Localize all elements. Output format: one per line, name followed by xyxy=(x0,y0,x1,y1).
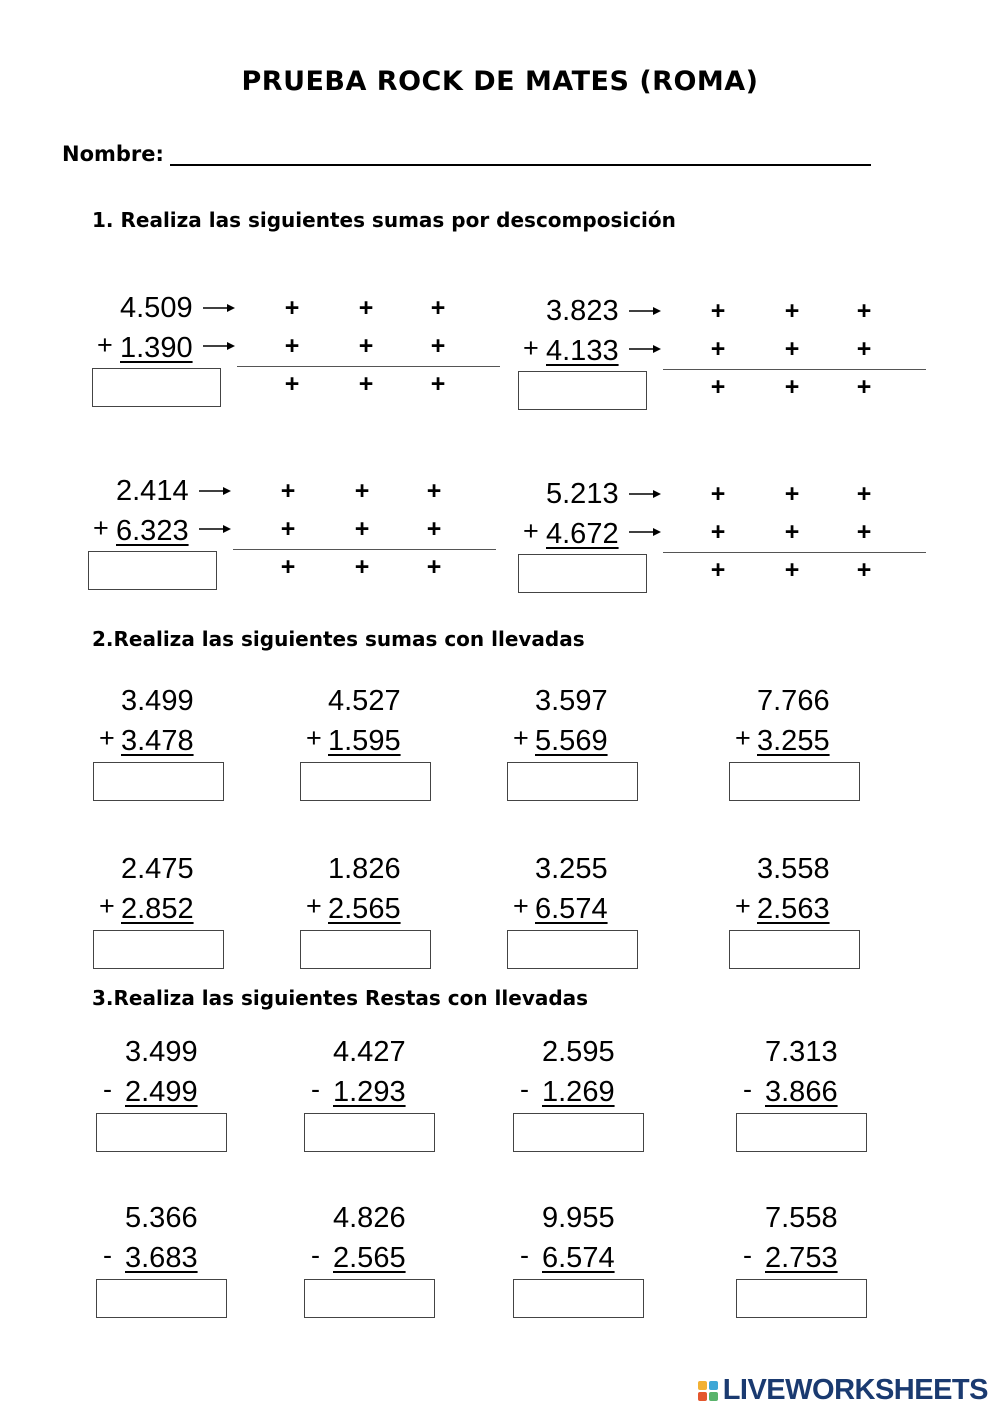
plus-sign: + xyxy=(354,553,370,581)
plus-sign: + xyxy=(856,335,872,363)
plus-sign: + xyxy=(358,294,374,322)
plus-sign: + xyxy=(306,723,322,753)
arrow-right-icon xyxy=(203,303,235,313)
logo-text: LIVEWORKSHEETS xyxy=(722,1374,988,1406)
liveworksheets-logo xyxy=(698,1374,988,1407)
plus-sign: + xyxy=(280,477,296,505)
plus-sign: + xyxy=(710,556,726,584)
bottom-number: 2.565 xyxy=(328,893,401,925)
answer-box[interactable] xyxy=(518,554,647,593)
arrow-right-icon xyxy=(199,524,231,534)
sum-line xyxy=(237,366,500,367)
bottom-number: 2.565 xyxy=(333,1242,406,1274)
top-number: 2.475 xyxy=(121,853,194,885)
bottom-number: 6.574 xyxy=(542,1242,615,1274)
plus-sign: + xyxy=(856,518,872,546)
minus-sign: - xyxy=(520,1240,529,1270)
arrow-right-icon xyxy=(629,489,661,499)
plus-sign: + xyxy=(513,891,529,921)
name-input[interactable] xyxy=(170,140,871,166)
top-number: 3.558 xyxy=(757,853,830,885)
logo-square-2 xyxy=(709,1381,718,1390)
bottom-number: 3.866 xyxy=(765,1076,838,1108)
bottom-number: 4.133 xyxy=(546,335,619,367)
answer-box[interactable] xyxy=(88,551,217,590)
answer-box[interactable] xyxy=(300,930,431,969)
bottom-number: 3.478 xyxy=(121,725,194,757)
plus-sign: + xyxy=(710,518,726,546)
page-title: PRUEBA ROCK DE MATES (ROMA) xyxy=(241,66,759,97)
plus-sign: + xyxy=(784,297,800,325)
minus-sign: - xyxy=(311,1074,320,1104)
plus-sign: + xyxy=(523,516,539,546)
section-2-title: 2.Realiza las siguientes sumas con llevadas xyxy=(92,627,585,651)
plus-sign: + xyxy=(710,480,726,508)
plus-sign: + xyxy=(358,370,374,398)
logo-square-3 xyxy=(698,1392,707,1401)
plus-sign: + xyxy=(784,556,800,584)
name-label: Nombre: xyxy=(62,142,164,166)
top-number: 2.414 xyxy=(116,475,189,507)
answer-box[interactable] xyxy=(96,1113,227,1152)
plus-sign: + xyxy=(358,332,374,360)
plus-sign: + xyxy=(426,553,442,581)
answer-box[interactable] xyxy=(93,762,224,801)
plus-sign: + xyxy=(710,297,726,325)
bottom-number: 3.255 xyxy=(757,725,830,757)
plus-sign: + xyxy=(710,373,726,401)
plus-sign: + xyxy=(426,515,442,543)
plus-sign: + xyxy=(280,553,296,581)
minus-sign: - xyxy=(743,1074,752,1104)
plus-sign: + xyxy=(523,333,539,363)
top-number: 9.955 xyxy=(542,1202,615,1234)
top-number: 2.595 xyxy=(542,1036,615,1068)
minus-sign: - xyxy=(103,1074,112,1104)
minus-sign: - xyxy=(311,1240,320,1270)
top-number: 4.509 xyxy=(120,292,193,324)
arrow-right-icon xyxy=(629,527,661,537)
top-number: 3.597 xyxy=(535,685,608,717)
plus-sign: + xyxy=(784,373,800,401)
answer-box[interactable] xyxy=(304,1113,435,1152)
arrow-right-icon xyxy=(629,306,661,316)
top-number: 3.255 xyxy=(535,853,608,885)
bottom-number: 3.683 xyxy=(125,1242,198,1274)
plus-sign: + xyxy=(280,515,296,543)
answer-box[interactable] xyxy=(729,762,860,801)
sum-line xyxy=(233,549,496,550)
plus-sign: + xyxy=(306,891,322,921)
logo-square-4 xyxy=(709,1392,718,1401)
bottom-number: 1.390 xyxy=(120,332,193,364)
answer-box[interactable] xyxy=(507,762,638,801)
answer-box[interactable] xyxy=(736,1279,867,1318)
bottom-number: 6.574 xyxy=(535,893,608,925)
top-number: 4.527 xyxy=(328,685,401,717)
answer-box[interactable] xyxy=(513,1113,644,1152)
arrow-right-icon xyxy=(199,486,231,496)
plus-sign: + xyxy=(284,332,300,360)
answer-box[interactable] xyxy=(518,371,647,410)
answer-box[interactable] xyxy=(513,1279,644,1318)
plus-sign: + xyxy=(430,332,446,360)
bottom-number: 1.269 xyxy=(542,1076,615,1108)
plus-sign: + xyxy=(856,480,872,508)
answer-box[interactable] xyxy=(507,930,638,969)
plus-sign: + xyxy=(513,723,529,753)
top-number: 7.766 xyxy=(757,685,830,717)
plus-sign: + xyxy=(430,294,446,322)
top-number: 3.499 xyxy=(121,685,194,717)
answer-box[interactable] xyxy=(304,1279,435,1318)
plus-sign: + xyxy=(856,373,872,401)
top-number: 4.427 xyxy=(333,1036,406,1068)
plus-sign: + xyxy=(735,891,751,921)
minus-sign: - xyxy=(520,1074,529,1104)
bottom-number: 2.753 xyxy=(765,1242,838,1274)
plus-sign: + xyxy=(735,723,751,753)
top-number: 1.826 xyxy=(328,853,401,885)
bottom-number: 2.563 xyxy=(757,893,830,925)
sum-line xyxy=(663,552,926,553)
top-number: 3.499 xyxy=(125,1036,198,1068)
plus-sign: + xyxy=(856,297,872,325)
bottom-number: 4.672 xyxy=(546,518,619,550)
plus-sign: + xyxy=(354,477,370,505)
plus-sign: + xyxy=(426,477,442,505)
minus-sign: - xyxy=(743,1240,752,1270)
top-number: 7.313 xyxy=(765,1036,838,1068)
plus-sign: + xyxy=(856,556,872,584)
plus-sign: + xyxy=(430,370,446,398)
plus-sign: + xyxy=(784,335,800,363)
answer-box[interactable] xyxy=(729,930,860,969)
top-number: 4.826 xyxy=(333,1202,406,1234)
logo-square-1 xyxy=(698,1381,707,1390)
plus-sign: + xyxy=(97,330,113,360)
bottom-number: 1.595 xyxy=(328,725,401,757)
bottom-number: 2.499 xyxy=(125,1076,198,1108)
plus-sign: + xyxy=(784,518,800,546)
minus-sign: - xyxy=(103,1240,112,1270)
logo-icon xyxy=(698,1381,718,1401)
bottom-number: 5.569 xyxy=(535,725,608,757)
section-1-title: 1. Realiza las siguientes sumas por descomposición xyxy=(92,208,676,232)
plus-sign: + xyxy=(99,891,115,921)
section-3-title: 3.Realiza las siguientes Restas con llevadas xyxy=(92,986,589,1010)
arrow-right-icon xyxy=(629,344,661,354)
bottom-number: 2.852 xyxy=(121,893,194,925)
plus-sign: + xyxy=(784,480,800,508)
top-number: 5.213 xyxy=(546,478,619,510)
plus-sign: + xyxy=(99,723,115,753)
answer-box[interactable] xyxy=(92,368,221,407)
answer-box[interactable] xyxy=(96,1279,227,1318)
sum-line xyxy=(663,369,926,370)
top-number: 5.366 xyxy=(125,1202,198,1234)
plus-sign: + xyxy=(710,335,726,363)
top-number: 3.823 xyxy=(546,295,619,327)
plus-sign: + xyxy=(354,515,370,543)
bottom-number: 1.293 xyxy=(333,1076,406,1108)
plus-sign: + xyxy=(284,294,300,322)
answer-box[interactable] xyxy=(736,1113,867,1152)
bottom-number: 6.323 xyxy=(116,515,189,547)
plus-sign: + xyxy=(284,370,300,398)
answer-box[interactable] xyxy=(300,762,431,801)
plus-sign: + xyxy=(93,513,109,543)
arrow-right-icon xyxy=(203,341,235,351)
top-number: 7.558 xyxy=(765,1202,838,1234)
answer-box[interactable] xyxy=(93,930,224,969)
